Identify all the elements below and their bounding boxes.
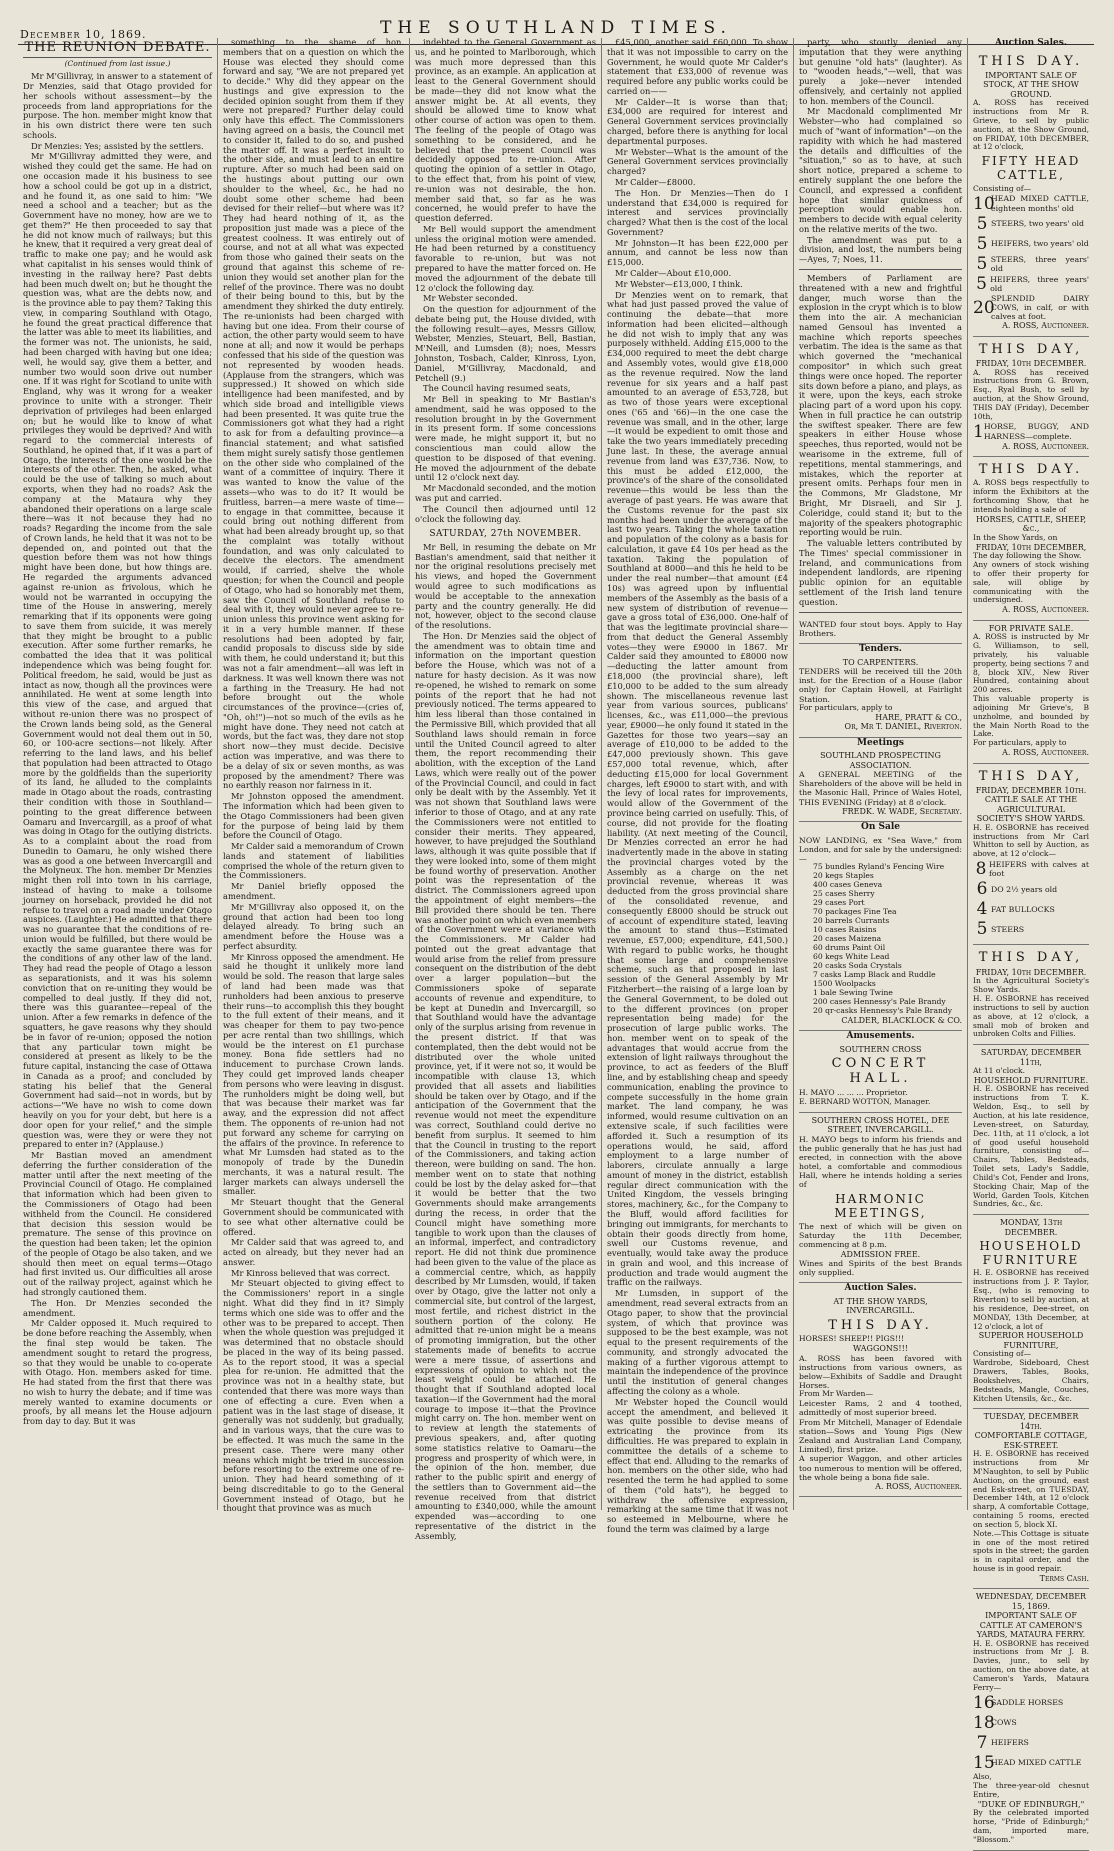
lot-row — [973, 859, 1089, 879]
ad-weldon-furniture: SATURDAY, DECEMBER 11th, At 11 o'clock. HOUSEHOLD FURNITURE. H. E. OSBORNE has received instructions from T. K. Weldon, Esq., to sell by Auction, at his late residence, Leven-street, on Saturday, Dec. 11th, at 11 o'clock, a lot of good useful household furniture, consisting of—Chairs, Tables, Bedsteads, Toilet sets, Lady's Saddle, Child's Cot, Fender and Irons, Stocking Chair, Map of the World, Garden Tools, Kitchen Sundries, &c., &c. — [973, 1045, 1089, 1215]
lot-number: 6 — [976, 879, 988, 900]
lot-row — [973, 274, 1089, 294]
columns — [18, 37, 1094, 1844]
list-item: 1500 Woolpacks — [813, 978, 876, 988]
paragraph: Mr Webster hoped the Council would accept the amendment, and believed it was quite possible to devise means of extricating the province from its difficulties. He was prepared to explain in committee the details of a scheme to effect that end. Alluding to the remarks of hon. members on the other side, who had resented the term he had applied to some of them ("old hats"), he begged to withdraw the offensive expression, remarking at the same time that it was not so esteemed in Melbourne, where he found the term was claimed by a large — [607, 1396, 788, 1534]
article-body-col4 — [607, 38, 788, 1535]
onsale-items — [799, 863, 962, 1015]
onsale-head: On Sale — [861, 822, 900, 833]
list-item: 29 cases Port — [813, 898, 865, 908]
ad-horse-buggy: THIS DAY, FRIDAY, 10th DECEMBER. A. ROSS has received instructions from G. Brown, Esq., Ryal Bush, to sell by auction, at the Show Ground, THIS DAY (Friday), December 10th, 1 HORSE, BUGGY, AND HARNESS—complete. A. ROSS, Auctioneer. — [973, 337, 1089, 457]
ad-tenders: TO CARPENTERS. TENDERS will be received till the 20th inst. for the Erection of a House (labor only) for Captain Howell, at Fairlight Station. For particulars, apply to HARE, PRATT & CO., Or, Mr T. DANIEL, Riverton. — [799, 655, 962, 738]
paragraph: Mr Johnston opposed the amendment. The information which had been given to the Otago Commissioners had been given for the purpose of being laid by them before the Council of Otago. — [223, 791, 404, 841]
tenders-head: Tenders. — [859, 643, 902, 654]
paragraph: Mr Steuart thought that the General Government should be communicated with to see what other alternative could be offered. — [223, 1197, 404, 1237]
lot-row — [973, 194, 1089, 214]
list-item: 1 bale Sewing Twine — [813, 987, 893, 997]
paragraph: Dr Menzies: Yes; assisted by the settlers. — [31, 140, 204, 151]
paragraph: Mr Macdonald seconded, and the motion was put and carried. — [415, 483, 596, 503]
paragraph: Mr Kinross believed that was correct. — [231, 1267, 391, 1278]
lot-row — [973, 254, 1089, 274]
article-body-col2 — [223, 38, 404, 1514]
paragraph: Mr M'Gillivray admitted they were, and wished they could get the same. He had on one occasion made it his business to see how a school could be got up in a district, and he found it, as one said to him: "We need a school and a teacher; but as the Government have no money, how are we to get them?" He then proceeded to say that he did not know much of railways; but this he knew, that it required a very great deal of traffic to make one pay; and he would ask what capitalist in his senses would think of investing in the railway here? Past debts had been much dwelt on; but he thought the question was, what are the debts now, and is the province able to pay them? Taking this view, in comparing Southland with Otago, he found the great practical difference that the latter was able to meet its liabilities, and the former was not. The unionists, he said, had been charged with having but one idea; well, he would say, give them a better, and number two would soon drive out number one. If it was right for Scotland to unite with England, why was it wrong for a weaker province to unite with a stronger. Their deprivation of privileges had been enlarged on; but he would like to know of what privileges they would be deprived? And with regard to the commercial interests of Southland, he opined that, if it was a part of Otago, the interests of the one would be the interests of the other. Then, he asked, what could be the use of talking so much about exports, when they had no roads? Ask the company at the Mataura why they abandoned their operations on a large scale there—was it not because they had no roads? Regarding the income from the sale of Crown lands, he held that it was not to be depended on, and pointed out that the question before them was not how things might have been done, but how things are. He regarded the arguments advanced against re-union as frivolous, which he would not be warranted in occupying the time of the House in answering, merely remarking that if its opponents were going to save them from suicide, it was merely that they might be brought to a public execution. After some further remarks, he combatted the idea that it was political independence which was being fought for. Political freedom, he said, would be just as intact as now, though all the provinces were annihilated. He went at some length into this view of the case, and argued that without re-union there was no prospect of the Crown lands being sold, as the General Government would not deal them out in 50, 60, or 100-acre sections—not likely. After referring to the land laws, and his belief that population had been attracted to Otago more by the goldfields than the superiority of its land, he alluded to the complaints made in Otago about the roads, contrasting their condition with those in Southland—pointing to the great difference between Oamaru and Invercargill, as a proof of what was doing in Otago for the outlying districts. As to a complaint about the road from Dunedin to Oamaru, he only wished there was as good a one between Invercargill and the Molyneux. The hon. member Dr Menzies might then roll into town in his carriage, instead of having to make a toilsome journey on horseback, provided he did not refuse to travel on a road made under Otago auspices. (Laughter.) He admitted that there was no guarantee that the conditions of re-union would be fulfilled, but there would be exactly the same guarantee there was for the conditions of any other law of the land. They had read the people of Otago a lesson as separationists, and it was his solemn conviction that on re-uniting they would be compelled to deal justly. If they did not, there was this guarantee—repeal of the union. After a few remarks in defence of the squatters, he gave reasons why they should be in favor of re-union; opposed the notion that any particular town might be considered at present as likely to be the future capital, instancing the case of Ottawa in Canada as a proof; and concluded by stating his belief that the General Government had said—not in words, but by actions—"We have no wish to come down heavily on you for your debt, but here is a door open for your relief," and the simple question was, were they or were they not prepared to enter in? (Applause.) — [23, 151, 212, 1150]
lot-text: HEAD MIXED CATTLE — [991, 1758, 1082, 1768]
list-item: 25 cases Sherry — [813, 889, 875, 899]
article-body-col5 — [799, 38, 962, 265]
column-6 — [968, 38, 1094, 1844]
lot-number: 8 — [975, 859, 987, 880]
lot-row — [973, 1753, 1089, 1773]
lot-text: SPLENDID DAIRY COWS, in calf, or with calves at foot. — [991, 293, 1089, 322]
column-2 — [218, 37, 410, 1514]
lot-text: STEERS, three years' old — [990, 254, 1089, 273]
paragraph: Mr Bastian moved an amendment deferring the further consideration of the matter until after the next meeting of the Provincial Council of Otago. He complained that information which had been given to the Commissioners of Otago had been withheld from the Council. He considered that decision this session would be premature. The sense of this province on the question had been taken; let the opinion of the people of Otago be also taken, and we should then meet on equal terms—Otago had first invited us. Our difficulties all arose out of the railway project, against which he had strongly cautioned them. — [23, 1150, 212, 1298]
lots-a5 — [973, 859, 1089, 939]
paragraph: Mr Johnston—It has been £22,000 per annum, and cannot be less now than £15,000. — [607, 237, 788, 268]
meetings-head: Meetings — [857, 737, 904, 748]
paragraph: Dr Menzies went on to remark, that what had just passed proved the value of continuing the debate—that more information had been elicited—although he did not wish to imply that any was purposely withheld. Adding £15,000 to the £34,000 required to meet the debt charge and Assembly votes, would give £18,000 as the revenue required. Now the land revenue for six years and a half past amounted to an average of £53,728, but as two of those years were exceptional ones ('65 and '66)—in the one case the revenue was small, and in the other, large—it would be expedient to omit those and take the two years immediately preceding June last. In these, the average annual revenue from land was £37,736. Now, to this must be added £12,000, the province's of the share of the consolidated revenue—this would be less than the average of past years. He was aware that the Customs revenue for the past six months had been under the average of the last two years. Taking the whole taxation and population of the colony as a basis for calculation, it gave £4 10s per head as the taxation. Taking the population of Southland at 8000—and this he held to be under the real number—that amount (£4 10s) was agreed upon by influential members of the Assembly as the basis of a new system of distribution of revenue—gave a gross total of £36,000. One-half of that was the legitimate provincial share—from that deduct the General Assembly votes—they were £9000 in 1867. Mr Calder said they amounted to £8000 now—deducting the latter amount from £18,000 (the provincial share), left £10,000 to be added to the sum already shown. The miscellaneous revenue last year from various sources, publicans' licenses, &c., was £11,000—the previous year, £9000—he only found it stated in the Gazettes for those two years—say an average of £10,000 to be added to the £47,000 previously shown. This gave £57,000 total revenue, which, after deducting £15,000 for local Government charges, left £9000 to start with, and with the levy of local rates for improvements, would allow of the Government of the province being carried on usefully. This, of course, did not provide for the floating liability. (At next meeting of the Council, Dr Menzies corrected an error he had inadvertently made in the above in stating the provincial charges voted by the Assembly as a charge on the net provincial revenue, whereas it was deducted from the gross provincial share of the consolidated revenue, and consequently £8000 should be struck out of account of expenditure stated, leaving the amount to stand thus—Estimated revenue, £57,000; expenditure, £41,500.) With regard to public works, he thought that some large and comprehensive scheme, such as that proposed in last session of the General Assembly by Mr Fitzherbert—the raising of a large loan by the General Government, to be doled out to the different provinces (on proper representation being made) for the prosecution of large public works. The hon. member went on to speak of the advantages that would accrue from the extension of light railways throughout the province, to act as feeders of the Bluff line, and by establishing cheap and speedy communication, enabling the province to compete successfully in the home grain market. The land company, he was informed, would resume cultivation on an extensive scale, if such facilities were afforded it. Such a resumption of its operations would, he said, afford employment to a large number of laborers, circulate annually a large amount of money in the district, establish regular direct communication with the United Kingdom, the vessels bringing stores, machinery, &c., for the Company to the Bluff, would afford facilities for bringing out immigrants, for merchants to obtain their goods directly from home, swell our Customs revenue, and eventually, would take away the produce in grain and wool, and this increase of production and trade would augment the traffic on the railways. — [607, 289, 788, 1288]
paragraph: Mr Calder opposed it. Much required to be done before reaching the Assembly, when the final step would be taken. The amendment sought to retard the progress, so that they would be unable to co-operate with Otago. Hon. members asked for time. He had stated from the first that there was no wish to hurry the debate; and if time was merely wanted to examine documents or proofs, by all means let the House adjourn from day to day. But it was — [23, 1318, 212, 1427]
lot-row — [973, 294, 1089, 322]
lot-text: SADDLE HORSES — [991, 1698, 1064, 1708]
article-subnote: (Continued from last issue.) — [64, 59, 171, 69]
news-item-irish-land: The valuable letters contributed by The Times' special commissioner in Ireland, and communications from independent landlords, are ripening public opinion for an equitable settlement of the Irish land tenure question. — [799, 538, 962, 607]
amusements-head: Amusements. — [846, 1031, 915, 1042]
list-item: 75 bundles Ryland's Fencing Wire — [813, 862, 945, 872]
ad-taylor-furniture: MONDAY, 13th DECEMBER. HOUSEHOLD FURNITURE H. E. OSBORNE has received instructions from J. P. Taylor, Esq., (who is removing to Riverton) to sell by auction, at his residence, Dee-street, on MONDAY, 13th December, at 12 o'clock, a lot of SUPERIOR HOUSEHOLD FURNITURE, Consisting of— Wardrobe, Sideboard, Chest Drawers, Tables, Books, Bookshelves, Chairs, Bedsteads, Mangle, Couches, Kitchen Utensils, &c., &c. — [973, 1215, 1089, 1409]
list-item: 20 qr-casks Hennessy's Pale Brandy — [813, 1005, 953, 1015]
list-item: 400 cases Geneva — [813, 880, 883, 890]
ad-showyards: AT THE SHOW YARDS, INVERCARGILL. THIS DAY. HORSES! SHEEP!! PIGS!!! WAGGONS!!! A. ROSS has been favored with instructions from various owners, as below—Exhibits of Saddle and Draught Horses. From Mr Warden— Leicester Rams, 2 and 4 toothed, admittedly of most superior breed. From Mr Mitchell, Manager of Edendale station—Sows and Young Pigs (New Zealand and Australian Land Company, Limited), first prize. A superior Waggon, and other articles too numerous to mention will be offered, the whole being a bona fide sale. A. ROSS, Auctioneer. — [799, 1294, 962, 1497]
lot-row — [973, 1713, 1089, 1733]
lot-number: 5 — [976, 273, 987, 294]
lot-text: HEAD MIXED CATTLE, eighteen months' old — [991, 194, 1089, 213]
paragraph: Mr Calder said a memorandum of Crown lands and statement of liabilities comprised the whole of the return given to the Commissioners. — [223, 841, 404, 881]
paragraph: Mr Lumsden, in support of the amendment, read several extracts from an Otago paper, to show that the provincial system, of which that province was supposed to be the best example, was not equal to the present requirements of the community, and strongly advocated the making of a further vigorous attempt to maintain the independence of the province until the institution of general changes affecting the colony as a whole. — [607, 1288, 788, 1397]
list-item: 200 cases Hennessy's Pale Brandy — [813, 996, 946, 1006]
saturday-subhead: SATURDAY, 27th NOVEMBER. — [429, 529, 582, 540]
lot-text: FAT BULLOCKS — [991, 904, 1055, 914]
article-body-col3b — [415, 543, 596, 1542]
ad-private-sale: FOR PRIVATE SALE. A. ROSS is instructed by Mr G. Williamson, to sell, privately, his valuable property, being sections 7 and 8, block XIV., New River Hundred, containing about 200 acres. This valuable property is adjoining Mr Grieve's, B unzholme, and bounded by the Main North Road to the Lake. For particulars, apply to A. ROSS, Auctioneer. — [973, 621, 1089, 764]
paragraph: Mr Calder—It is worse than that; £34,000 are required for interest and General Government services provincially charged, before there is anything for local departmental purposes. — [607, 96, 788, 146]
lot-row — [973, 919, 1089, 939]
auction-head-col5: Auction Sales. — [844, 1283, 917, 1294]
paragraph: On the question for adjournment of the debate being put, the House divided, with the following result—ayes, Messrs Gillow, Webster, Menzies, Steuart, Bell, Bastian, M'Neill, and Lumsden (8); noes, Messrs Johnston, Tosbach, Calder, Kinross, Lyon, Daniel, M'Gillivray, Macdonald, and Petchell (9.) — [415, 304, 596, 383]
auction-head-col6: Auction Sales. — [995, 38, 1067, 48]
ad-show-sale: THIS DAY. A. ROSS begs respectfully to inform the Exhibitors at the forthcoming Show, that he intends holding a sale of HORSES, CATTLE, SHEEP, &c., In the Show Yards, on FRIDAY, 10th DECEMBER, The day following the Show. Any owners of stock wishing to offer their property for sale, will oblige by communicating with the undersigned. A. ROSS, Auctioneer. — [973, 457, 1089, 621]
paragraph: Mr Calder—£8000. — [615, 176, 696, 187]
paragraph: Mr Calder—About £10,000. — [615, 267, 732, 278]
lot-text: HEIFERS with calves at foot — [988, 859, 1089, 879]
paragraph: The amendment was put to a division, and lost, the numbers being—Ayes, 7; Noes, 11. — [799, 234, 962, 265]
ad-cattle-sale: THIS DAY, FRIDAY, DECEMBER 10th. CATTLE SALE AT THE AGRICULTURAL SOCIETY'S SHOW YARDS. H. E. OSBORNE has received instructions from Mr Carl Whitton to sell by Auction, as above, at 12 o'clock— 8 HEIFERS with calves at foot 6 DO 2½ years old 4 FAT BULLOCKS 5 STEERS — [973, 764, 1089, 946]
paragraph: indebted to the General Government as us, and he pointed to Marlborough, which was much more depressed than this province, as an example. An application at least to the General Government should be made—they did not know what the answer might be. At all events, they should be allowed time to know what other course of action was open to them. The feeling of the people of Otago was something to be considered, and he believed that the present Council was decidedly opposed to re-union. After quoting the opinion of a settler in Otago, to the effect that, from his point of view, re-union was not desirable, the hon. member said that, so far as he was concerned, he would prefer to have the question deferred. — [415, 37, 596, 224]
paragraph: Mr Kinross opposed the amendment. He said he thought it unlikely more land would be sold. The reason that large sales of land had been made was that runholders had been anxious to preserve their runs—to accomplish this they bought to the full extent of their means, and it was cheaper for them to pay two-pence per acre rental than two shillings, which would be the interest on £1 purchase money. Bona fide settlers had no inducement to purchase Crown lands. They could get improved lands cheaper from persons who were leaving in disgust. The runholders might be doing well, but that was because their market was far away, and the expression did not affect them. The opponents of re-union had not put forward any scheme for carrying on the affairs of the province. In reference to what Mr Lumsden had stated as to the monopoly of trade by the Dunedin merchants, it was a natural result. The larger markets can always undersell the smaller. — [223, 951, 404, 1197]
lot-number: 20 — [973, 297, 995, 318]
lot-row — [973, 234, 1089, 254]
lot-row — [973, 899, 1089, 919]
ad-fifty-head-cattle: THIS DAY. IMPORTANT SALE OF STOCK, AT THE SHOW GROUND. A. ROSS has received instructions from Mr R. Grieve, to sell by public auction, at the Show Ground, on FRIDAY, 10th DECEMBER, at 12 o'clock, FIFTY HEAD CATTLE, Consisting of— 10 HEAD MIXED CATTLE, eighteen months' old 5 STEERS, two years' old 5 HEIFERS, two years' old 5 STEERS, three years' old 5 HEIFERS, three years' old 20 SPLENDID DAIRY COWS, in calf, or with calves at foot. A. ROSS, Auctioneer. — [973, 49, 1089, 337]
ad-concert: SOUTHERN CROSS CONCERT HALL. H. MAYO ... ... ... Proprietor. E. BERNARD WOTTON, Manager. — [799, 1042, 962, 1113]
lots-a10 — [973, 1693, 1089, 1773]
article-headline: THE REUNION DEBATE. — [23, 40, 212, 58]
divider — [799, 269, 962, 270]
list-item: 20 casks Soda Crystals — [813, 960, 902, 970]
list-item: 7 casks Lamp Black and Ruddle — [813, 969, 936, 979]
lot-number: 5 — [976, 233, 988, 254]
paragraph: Mr Bell, in resuming the debate on Mr Bastian's amendment, said that neither it nor the original resolutions precisely met his views, and hoped the Government would agree to such modifications as would be acceptable to the annexation party and the country generally. He did not, however, object to the second clause of the resolutions. — [415, 541, 596, 631]
list-item: 20 cases Maizena — [813, 934, 882, 943]
paragraph: Mr M'Gillivray also opposed it, on the ground that action had been too long delayed already. To bring such an amendment before the House was a perfect absurdity. — [223, 901, 404, 951]
paragraph: Mr Bell in speaking to Mr Bastian's amendment, said he was opposed to the resolution brought in by the Government in its present form. If some concessions were made, he might support it, but no conscientious man could allow the question to be disposed of that evening. He moved the adjournment of the debate until 12 o'clock next day. — [415, 394, 596, 483]
lot-row — [973, 1733, 1089, 1753]
column-3 — [410, 37, 602, 1541]
ad-colts: THIS DAY, FRIDAY, 10th DECEMBER. In the Agricultural Society's Show Yards. H. E. OSBORNE has received instructions to sell by auction as above, at 12 o'clock, a small mob of broken and unbroken Colts and Fillies. — [973, 945, 1089, 1045]
lot-number: 16 — [973, 1692, 995, 1713]
paragraph: The Council having resumed seats, — [423, 383, 571, 394]
list-item: 10 cases Raisins — [813, 925, 877, 935]
news-item-reporting-machine: Members of Parliament are threatened with a new and frightful danger, much worse than the explosion in the crypt which is to blow them into the air. A mechanician named Gensoul has invented a machine which reports speeches verbatim. The idea is the same as that which governed the "mechanical compositor" in which such great things were once hoped. The reporter sits down before a piano, and plays, as it were, upon the keys, each stroke placing part of a word upon his copy. When in full practice he can outstrip the swiftest speaker. There are few speakers in either House whose speeches, thus reported, would not be wearisome in the extreme, full of repetitions, mental stammerings, and mistakes, which the reporter at present omits. Perhaps four men in the Commons, Mr Gladstone, Mr Bright, Mr Disraeli, and Sir J. Coleridge, could stand it; but to the majority of the speakers photographic reporting would be ruin. — [799, 272, 963, 538]
ad-cottage: TUESDAY, DECEMBER 14th. COMFORTABLE COTTAGE, ESK-STREET. H. E. OSBORNE has received instructions from Mr M'Naughton, to sell by Public Auction, on the ground, east end Esk-street, on TUESDAY, December 14th, at 12 o'clock sharp, A comfortable Cottage, containing 5 rooms, erected on section 5, block XI. Note.—This Cottage is situate in one of the most retired spots in the street; the garden is in capital order, and the house is in good repair. Terms Cash. — [973, 1409, 1089, 1589]
list-item: 60 kegs White Lead — [813, 951, 890, 961]
lot-text: STEERS, two years' old — [991, 219, 1084, 229]
lot-text: HEIFERS — [991, 1738, 1029, 1748]
list-item: 60 drums Paint Oil — [813, 942, 886, 952]
paragraph: Mr Webster seconded. — [423, 293, 518, 304]
paper-title: THE SOUTHLAND TIMES. — [380, 18, 732, 38]
paragraph: Mr Macdonald complimented Mr Webster—who had complained so much of "want of information"—on the rapidity with which he had mastered the details and difficulties of the "situation," so as to have, at such short notice, prepared a scheme to entirely supplant the one before the Council, and expressed a confident hope that similar quickness of perception would enable hon. members to decide with equal celerity on the relative merits of the two. — [799, 106, 962, 234]
article-body-col3 — [415, 38, 596, 524]
ad-mataura-cattle: WEDNESDAY, DECEMBER 15, 1869. IMPORTANT SALE OF CATTLE AT CAMERON'S YARDS, MATAURA FERRY. H. E. OSBORNE has received instructions from Mr J. B. Davies, junr., to sell by auction, on the above date, at Cameron's Yards, Mataura Ferry— 16 SADDLE HORSES 18 COWS 7 HEIFERS 15 HEAD MIXED CATTLE Also, The three-year-old chesnut Entire, "DUKE OF EDINBURGH," By the celebrated imported horse, "Pride of Edinburgh;" dam, imported mare, "Blossom." — [973, 1589, 1089, 1850]
paragraph: The Council then adjourned until 12 o'clock the following day. — [415, 503, 596, 524]
lot-number: 5 — [976, 253, 988, 274]
column-5 — [794, 38, 968, 1510]
column-1 — [18, 38, 218, 1510]
ad-hotel: SOUTHERN CROSS HOTEL, DEE STREET, INVERCARGILL. H. MAYO begs to inform his friends and the public generally that he has just had erected, in connection with the above hotel, a comfortable and commodious Hall, where he intends holding a series of HARMONIC MEETINGS, The next of which will be given on Saturday the 11th December, commencing at 8 p.m. ADMISSION FREE. Wines and Spirits of the best Brands only supplied. — [799, 1113, 962, 1284]
paragraph: Mr M'Gillivray, in answer to a statement of Dr Menzies, said that Otago provided for her schools without assessment—by the proceeds from land appropriations for the purpose. The hon. member might know that in his own district there were ten such schools. — [23, 71, 212, 140]
lots-a1 — [973, 194, 1089, 322]
article-body-col1 — [23, 72, 212, 1427]
paragraph: Mr Daniel briefly opposed the amendment. — [223, 881, 404, 901]
lot-text: HEIFERS, two years' old — [991, 239, 1089, 249]
paragraph: something to the shame of hon. members that on a question on which the House was elected they should come forward and say, "We are not prepared yet to decide." Why did they appear on the hustings and give expression to the decided opinion sought from them if they were not prepared? Further delay could only have this effect. The Commissioners having agreed on a basis, the Council met to consider it, failed to do so, and pushed the matter off. It was a perfect insult to the other side, and must lead to an entire rupture. After so much had been said on the hustings about putting our own shoulder to the wheel, &c., he had no doubt some other scheme had been devised for their relief—but where was it? They had heard nothing of it, as the proposition just made was a piece of the greatest coolness. It was entirely out of course, and not at all what was expected from those who gained their seats on the ground that against this scheme of re-union they would set another plan for the relief of the province. There was no doubt of their being bound to this, but by the amendment they shirked the duty entirely. The re-unionists had been charged with having but one idea. From their course of action, the other party would seem to have none at all; and now it would be perhaps confessed that his side of the question was not represented by wooden heads. (Applause from the strangers, which was suppressed.) It showed on which side intelligence had been manifested, and by which side broad and intelligible views had been presented. It was quite true the Commissioners got what they had a right to ask for from a defaulting province—a financial statement; and what satisfied them might surely satisfy those gentlemen on the other side who complained of the want of a committee of inquiry. There it was wanted to know the value of the assets—who was to do it? It would be fruitless, barren—a mere waste of time—to engage in that committee, because it could bring out nothing different from what had been already brought up, so that the complaint was totally without foundation, and was only calculated to deceive the electors. The amendment would, if carried, shelve the whole question; for when the Council and people of Otago, who had so honorably met them, saw the Council of Southland refuse to deal with it, they would never agree to re-union unless this province went asking for it in a very humble manner. If these resolutions had been adopted by fair, candid proposals to discuss side by side with them, he could understand it; but this was not a fair amendment—all was left in darkness. It was well known there was not a farthing in the Treasury. He had not before brought out the whole circumstances of the province—(cries of, "Oh, oh!")—not so much of the evils as he might have done. They need not catch at words, but the fact was, they dare not stop short now—they must decide. Decisive action was imperative, and was there to be a delay of six or seven months, as was proposed by the amendment? There was no earthly reason nor fairness in it. — [223, 37, 404, 791]
lot-number: 4 — [976, 899, 988, 920]
paragraph: Mr Webster—What is the amount of the General Government services provincially charged? — [607, 146, 788, 177]
lot-number: 5 — [976, 213, 988, 234]
lot-row — [973, 1693, 1089, 1713]
list-item: 20 kegs Staples — [813, 871, 874, 881]
lot-text: HEIFERS, three years' old — [990, 274, 1089, 293]
paragraph: The Hon. Dr Menzies—Then do I understand that £34,000 is required for interest and services provincially charged? What then is the cost of the local Government? — [607, 187, 788, 237]
lot-text: COWS — [991, 1718, 1017, 1728]
lot-number: 7 — [976, 1732, 988, 1753]
ad-onsale: NOW LANDING, ex "Sea Wave," from London, and for sale by the undersigned:— 75 bundles Ryland's Fencing Wire 20 kegs Staples 400 cases Geneva 25 cases Sherry 29 cases Port 70 packages Fine Tea 20 barrels Currants 10 cases Raisins 20 cases Maizena 60 drums Paint Oil 60 kegs White Lead 20 casks Soda Crystals 7 casks Lamp Black and Ruddle 1500 Woolpacks 1 bale Sewing Twine 200 cases Hennessy's Pale Brandy 20 qr-casks Hennessy's Pale Brandy CALDER, BLACKLOCK & CO. — [799, 833, 962, 1031]
paragraph: Mr Steuart objected to giving effect to the Commissioners' report in a single night. What did they find in it? Simply terms which one side was to offer and the other was to be prepared to accept. Then when the whole question was prejudged it was determined that no obstacle should be placed in the way of its being passed. As to the report stood, it was a special plea for re-union. He admitted that the province was not in a healthy state, but contended that there was more ways than one of effecting a cure. Even when a patient was in the last stage of disease, it generally was not suddenly, but gradually, and in various ways, that the cure was to be effected. It was much the same in the present case. There were many other means which might be tried in succession before resorting to the extreme one of re-union. They had heard something of it being discreditable to go to the General Government instead of Otago, but he thought that province was as much — [223, 1278, 404, 1514]
lot-number: 18 — [973, 1712, 995, 1733]
paragraph: The Hon. Dr Menzies seconded the amendment. — [23, 1297, 212, 1318]
paragraph: Mr Bell would support the amendment unless the original motion were amended. He had been returned by a constituency favorable to re-union, but was not prepared to have the matter forced on. He moved the adjournment of the debate till 12 o'clock the following day. — [415, 223, 596, 293]
paragraph: Mr Webster—£13,000, I think. — [615, 278, 743, 289]
lot-row — [973, 214, 1089, 234]
paragraph: party, who stoutly denied any imputation that they were anything but genuine "old hats" (laughter). As to "wooden heads,"—well, that was purely a joke—never intended offensively, and certainly not applied to hon. members of the Council. — [799, 37, 962, 106]
ad-meeting: SOUTHLAND PROSPECTING ASSOCIATION. A GENERAL MEETING of the Shareholders of the above will be held in the Masonic Hall, Prince of Wales Hotel, THIS EVENING (Friday) at 8 o'clock. FREDK. W. WADE, Secretary. — [799, 748, 962, 822]
list-item: 70 packages Fine Tea — [813, 907, 897, 917]
lot-number: 10 — [973, 193, 995, 214]
paragraph: Mr Calder said that was agreed to, and acted on already, but they never had an answer. — [223, 1237, 404, 1267]
lot-number: 15 — [973, 1752, 995, 1773]
column-4 — [602, 37, 794, 1534]
lot-text: DO 2½ years old — [991, 884, 1058, 894]
list-item: 20 barrels Currants — [813, 916, 890, 926]
ad-wanted: WANTED four stout boys. Apply to Hay Brothers. — [799, 617, 962, 644]
paragraph: £45,000, another said £60,000. To show that it was not impossible to carry on the Government, he would quote Mr Calder's statement that £33,000 of revenue was required before any public works could be carried on—— — [607, 37, 788, 96]
lot-number: 5 — [976, 919, 988, 940]
issue-date: December 10, 1869. — [20, 28, 147, 41]
lot-row — [973, 879, 1089, 899]
lot-text: STEERS — [991, 924, 1025, 934]
divider — [799, 612, 962, 613]
paragraph: The Hon. Dr Menzies said the object of the amendment was to obtain time and information on the important question before the House, which was not of a nature for hasty decision. As it was now re-opened, he wished to remark on some points of the report that he had not previously noticed. The terms appeared to him less liberal than those contained in the Permissive Bill, which provided that all Southland laws should remain in force until the United Council agreed to alter them, the report recommending their abolition, with the exception of the Land Laws, which were really out of the power of the Provincial Council, and could in fact only be dealt with by the Assembly. Yet it was not shown that Southland laws were inferior to those of Otago, and at any rate the Commissioners were not entitled to consider their merits. They appeared, however, to have prejudged the Southland laws, although it was quite possible that if they were looked into, some of them might be found worthy of preservation. Another point was the representation of the district. The Commissioners agreed upon the appointment of eight members—the Bill provided there should be ten. There was another point on which even members of the Government were at variance with the Commissioners. Mr Calder had pointed out the great advantage that would arise from the relief from pressure consequent on the distribution of the debt over a larger population—but the Commissioners spoke of separate accounts of revenue and expenditure, to be kept at Dunedin and Invercargill, so that Southland would have the advantage only of the surplus arising from revenue in the present district. If that was contemplated, then the debt would not be distributed over the whole united province, yet, if it were not so, it would be incompatible with clause 13, which provided that all assets and liabilities should be taken over by Otago, and if the anticipation of the Government that the revenue would not meet the expenditure was correct, Southland could derive no benefit from surplus. It seemed to him that the Council in trusting to the report of the Commissioners, and taking action thereon, were building on sand. The hon. member went on to state that nothing could be lost by the delay asked for—that it would be better that the two Governments should make arrangements during the recess, in order that the Council might have something more tangible to work upon than the clauses of an informal, imperfect, and contradictory report. He did not think due prominence had been given to the value of the place as a commercial centre, which, as happily described by Mr Lumsden, would, if taken over by Otago, give the latter not only a commercial site, but control of the largest, most fertile, and richest district in the southern portion of the colony. He admitted that re-union might be a means of promoting immigration, but the other statements made of benefits to accrue were a mere tissue, of assertions and expressions of opinion to which not the least weight could be attached. He thought that if Southland adopted local taxation—if the Government had the moral courage to impose it—that the Province might carry on. The hon. member went on to review at length the statements of previous speakers, and, after quoting some statistics relative to Oamaru—the progress and prosperity of which were, in the opinion of the hon. member, due rather to the public spirit and energy of the settlers than to Government aid—the revenue received from that district amounting to £340,000, while the amount expended was—according to one representative of the district in the Assembly, — [415, 630, 596, 1541]
